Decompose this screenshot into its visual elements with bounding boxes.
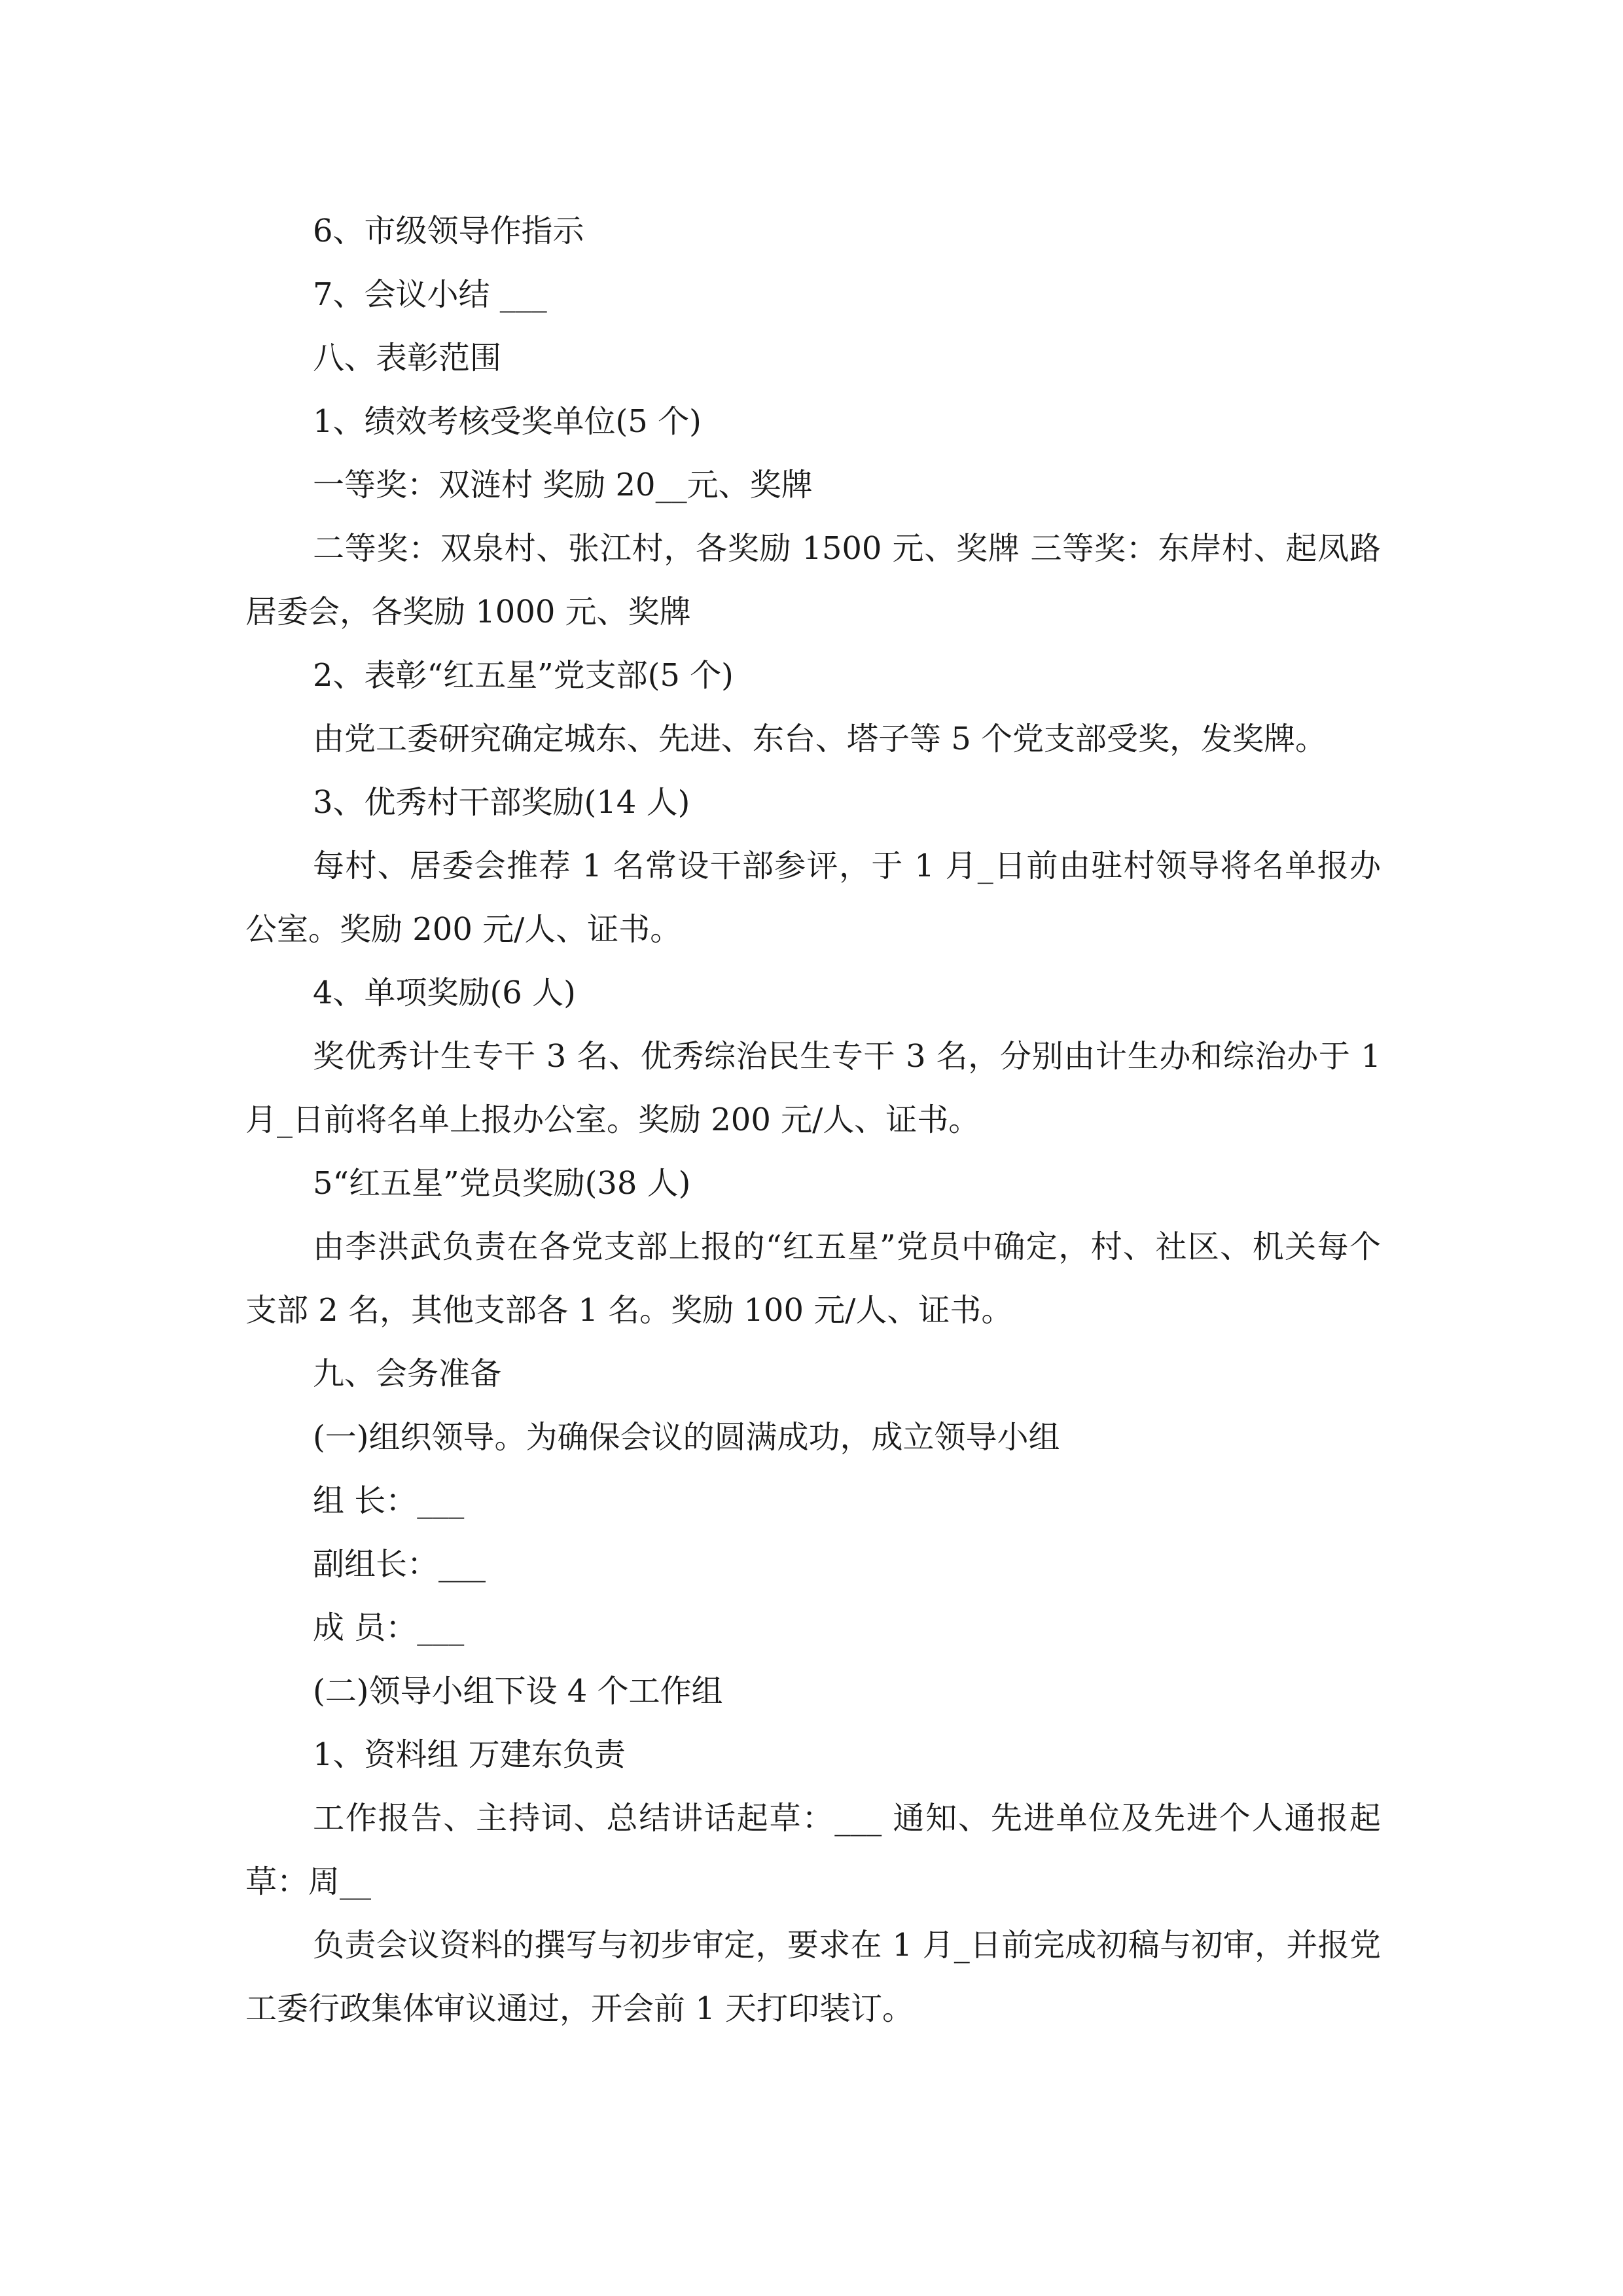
paragraph: 二等奖：双泉村、张江村，各奖励 1500 元、奖牌 三等奖：东岸村、起凤路居委会，各奖励 1000 元、奖牌 xyxy=(245,530,1381,630)
paragraph: 3、优秀村干部奖励(14 人) xyxy=(313,784,690,821)
paragraph: 组 长：___ xyxy=(313,1482,465,1519)
section-heading: 八、表彰范围 xyxy=(313,340,502,376)
paragraph: 一等奖：双涟村 奖励 20__元、奖牌 xyxy=(313,467,813,503)
document-body xyxy=(245,200,1381,2041)
paragraph: 负责会议资料的撰写与初步审定，要求在 1 月_日前完成初稿与初审，并报党工委行政集体审议通过，开会前 1 天打印装订。 xyxy=(245,1927,1381,2027)
paragraph: 1、绩效考核受奖单位(5 个) xyxy=(313,403,702,440)
paragraph: 4、单项奖励(6 人) xyxy=(313,975,576,1011)
paragraph: 每村、居委会推荐 1 名常设干部参评，于 1 月_日前由驻村领导将名单报办公室。奖励 200 元/人、证书。 xyxy=(245,848,1381,948)
paragraph: 奖优秀计生专干 3 名、优秀综治民生专干 3 名，分别由计生办和综治办于 1 月_日前将名单上报办公室。奖励 200 元/人、证书。 xyxy=(245,1038,1381,1138)
paragraph: 1、资料组 万建东负责 xyxy=(313,1736,626,1773)
paragraph: 7、会议小结 ___ xyxy=(313,276,547,313)
paragraph: 由党工委研究确定城东、先进、东台、塔子等 5 个党支部受奖，发奖牌。 xyxy=(313,721,1327,757)
paragraph: (一)组织领导。为确保会议的圆满成功，成立领导小组 xyxy=(313,1419,1060,1456)
paragraph: 6、市级领导作指示 xyxy=(313,213,584,249)
paragraph: 5“红五星”党员奖励(38 人) xyxy=(313,1165,691,1202)
paragraph: 由李洪武负责在各党支部上报的“红五星”党员中确定，村、社区、机关每个支部 2 名，其他支部各 1 名。奖励 100 元/人、证书。 xyxy=(245,1229,1381,1329)
paragraph: 成 员：___ xyxy=(313,1609,465,1646)
paragraph: 工作报告、主持词、总结讲话起草：___ 通知、先进单位及先进个人通报起草：周__ xyxy=(245,1800,1381,1900)
paragraph: 2、表彰“红五星”党支部(5 个) xyxy=(313,657,734,694)
section-heading: 九、会务准备 xyxy=(313,1355,502,1392)
paragraph: 副组长：___ xyxy=(313,1546,486,1583)
paragraph: (二)领导小组下设 4 个工作组 xyxy=(313,1673,723,1710)
